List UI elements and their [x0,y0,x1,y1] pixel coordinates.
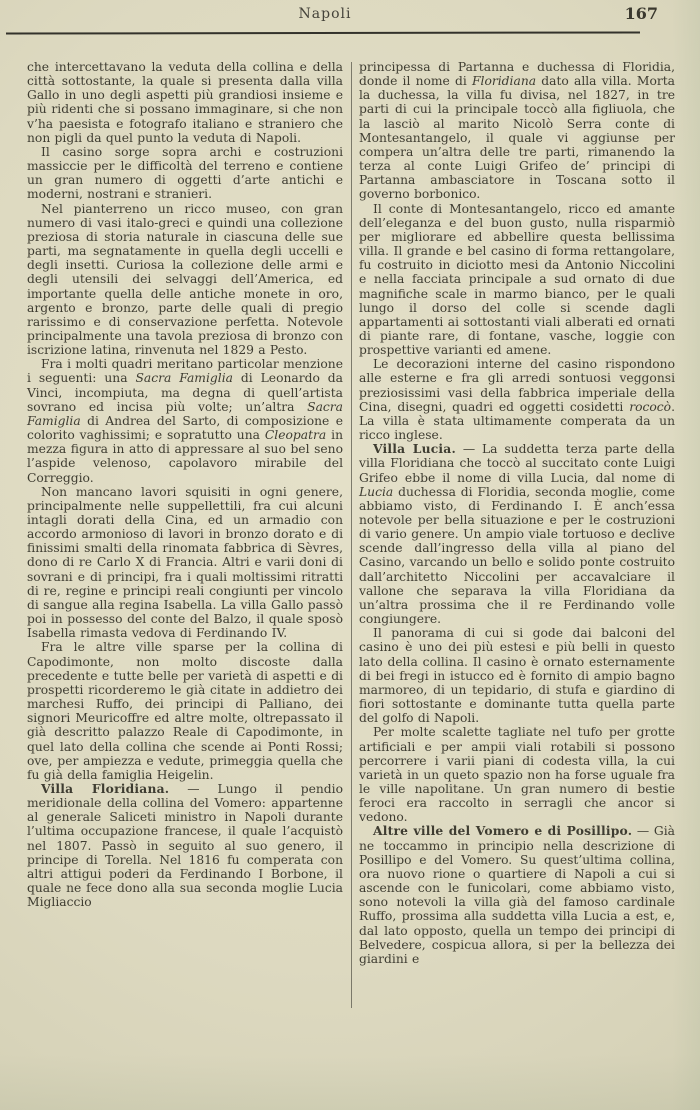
text-run: duchessa di Floridia, seconda moglie, come abbiamo visto, di Ferdinando I. È anch’essa notevole per bella situazione e per le costruzioni di vario genere. Un ampio viale tortuoso e declive scende dall’ingresso della villa al piano del Casino, varcando un bello e solido ponte costruito dall’architetto Niccolini per accavalciare il vallone che separava la villa Floridiana da un’altra prossima che il re Ferdinando volle congiungere. [359,484,675,627]
text-run: Le decorazioni interne del casino rispondono alle esterne e fra gli arredi sontuosi veggonsi preziosissimi vasi della fabbrica imperiale della Cina, disegni, quadri ed oggetti cosidetti [359,357,675,414]
page-number: 167 [624,4,658,23]
right-column [359,60,675,966]
header-rule [6,31,640,34]
paragraph [359,442,675,626]
column-gap [343,60,359,966]
paragraph [27,357,343,484]
text-run: dato alla villa. Morta la duchessa, la villa fu divisa, nel 1827, in tre parti di cui la principale toccò alla figliuola, che la lasciò al marito Nicolò Serra conte di Montesantangelo, il quale vi aggiunse per compera un’altra delle tre parti, rimanendo la terza al conte Luigi Grifeo de’ principi di Partanna ambasciatore in Toscana sotto il governo borbonico. [359,74,675,202]
text-run: Il conte di Montesantangelo, ricco ed amante dell’eleganza e del buon gusto, nulla risparmiò per migliorare ed abbellire questa bellissima villa. Il grande e bel casino di forma rettangolare, fu costruito in diciotto mesi da Antonio Niccolini e nella facciata principale a sud ornato di due magnifiche scale in marmo bianco, per le quali lungo il dorso del colle si scende dagli appartamenti ai sottostanti viali alberati ed ornati di piante rare, di fontane, vasche, loggie con prospettive varianti ed amene. [359,201,675,358]
text-columns [27,60,675,966]
paragraph [27,485,343,641]
paragraph [359,60,675,202]
section-heading: Altre ville del Vomero e di Posillipo. [373,823,633,839]
text-run: rococò [629,399,672,414]
section-heading: Villa Floridiana. [41,780,170,796]
text-run: principessa di Partanna e duchessa di Floridia, donde il nome di [359,60,675,89]
text-run: — La suddetta terza parte della villa Floridiana che toccò al succitato conte Luigi Grifeo ebbe il nome di villa Lucia, dal nome di [359,442,675,485]
text-run: Il panorama di cui si gode dai balconi del casino è uno dei più estesi e più belli in questo lato della collina. Il casino è ornato esternamente di bei fregi in istucco ed è fornito di ampio bagno marmoreo, di un tepidario, di stufa e giardino di fiori sottostante e dominante tutta quella parte del golfo di Napoli. [359,626,675,726]
text-run: Non mancano lavori squisiti in ogni genere, principalmente nelle suppellettili, fra cui alcuni intagli dorati della Cina, ed un armadio con accordo armonioso di lavori in bronzo dorato e di finissimi smalti della rinomata fabbrica di Sèvres, dono di re Carlo X di Francia. Altri e varii doni di sovrani e di principi, fra i quali moltissimi ritratti di re, regine e principi reali congiunti per vincolo di sangue alla regina Isabella. La villa Gallo passò poi in possesso del conte del Balzo, il quale sposò Isabella rimasta vedova di Ferdinando IV. [27,484,343,641]
paragraph [27,202,343,358]
text-run: . La villa è stata ultimamente comperata da un ricco inglese. [359,399,675,443]
page-header-title: Napoli [298,6,352,22]
paragraph [359,626,675,725]
section-heading: Villa Lucia. [373,441,456,457]
paragraph [359,824,675,966]
paragraph [27,145,343,202]
text-run: Cleopatra [264,428,327,443]
paragraph [359,725,675,824]
paragraph [359,202,675,358]
paragraph [27,782,343,909]
text-run: di Andrea del Sarto, di composizione e colorito vaghissimi; e sopratutto una [27,413,343,443]
text-run: Il casino sorge sopra archi e costruzioni massiccie per le difficoltà del terreno e contiene un gran numero di oggetti d’arte antichi e moderni, nostrani e stranieri. [27,144,343,202]
text-run: Sacra Famiglia [135,371,233,386]
text-run: Sacra Famiglia [27,399,343,428]
paragraph [27,60,343,145]
text-run: Per molte scalette tagliate nel tufo per grotte artificiali e per ampii viali rotabili si possono percorrere i varii piani di codesta villa, la cui varietà in un queto spazio non ha forse uguale fra le ville napolitane. Un gran numero di bestie feroci era raccolto in serragli che ancor si vedono. [359,725,675,825]
text-run: Floridiana [472,74,537,89]
text-run: Fra i molti quadri meritano particolar menzione i seguenti: una [27,357,343,386]
text-run: in mezza figura in atto di appressare al suo bel seno l’aspide velenoso, capolavoro mirabile del Correggio. [27,428,343,485]
text-run: Nel pianterreno un ricco museo, con gran numero di vasi italo-greci e quindi una collezione preziosa di storia naturale in ciascuna delle sue parti, ma segnatamente in quella degli uccelli e degli insetti. Curiosa la collezione delle armi e degli utensili dei selvaggi dell’America, ed importante quella delle antiche monete in oro, argento e bronzo, parte delle quali di pregio rarissimo e di conservazione perfetta. Notevole principalmente una tavola preziosa di bronzo con iscrizione latina, rinvenuta nel 1829 a Pesto. [27,201,343,358]
left-column [27,60,343,966]
paragraph [27,640,343,782]
paragraph [359,357,675,442]
text-run: di Leonardo da Vinci, incompiuta, ma degna di quell’artista sovrano ed incisa più volte; un’altra [27,371,344,414]
text-run: Fra le altre ville sparse per la collina di Capodimonte, non molto discoste dalla precedente e tutte belle per varietà di aspetti e di prospetti ricorderemo le già citate in addietro dei marchesi Ruffo, dei principi di Palliano, dei signori Meuricoffre ed altre molte, oltrepassato il già descritto palazzo Reale di Capodimonte, in quel lato della collina che scende ai Ponti Rossi; ove, per ampiezza e vedute, primeggia quella che fu già della famiglia Heigelin. [27,640,343,782]
text-run: che intercettavano la veduta della collina e della città sottostante, la quale si presenta dalla villa Gallo in uno degli aspetti più grandiosi insieme e più ridenti che si possano immaginare, si che non v’ha paesista e fotografo italiano e straniero che non pigli da quel punto la veduta di Napoli. [27,60,343,145]
column-divider [351,62,352,1008]
text-run: Lucia [359,484,394,499]
text-run: — Lungo il pendio meridionale della collina del Vomero: appartenne al generale Saliceti ministro in Napoli durante l’ultima occupazione francese, il quale l’acquistò nel 1807. Passò in seguito al suo genero, il principe di Torella. Nel 1816 fu comperata con altri attigui poderi da Ferdinando I Borbone, il quale ne fece dono alla sua seconda moglie Lucia Migliaccio [27,781,343,910]
text-run: — Già ne toccammo in principio nella descrizione di Posillipo e del Vomero. Su quest’ultima collina, ora nuovo rione o quartiere di Napoli a cui si ascende con le funicolari, come abbiamo visto, sono notevoli la villa già del famoso cardinale Ruffo, prossima alla suddetta villa Lucia a est, e, dal lato opposto, quella un tempo dei principi di Belvedere, cospicua allora, si per la bellezza dei giardini e [359,824,675,966]
